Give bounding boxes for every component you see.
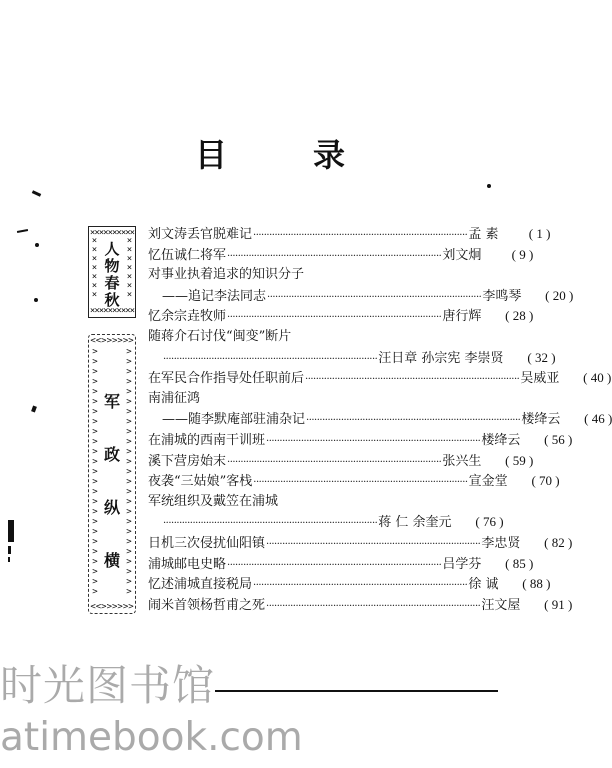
toc-entry [148, 451, 534, 472]
toc-entry [148, 286, 574, 307]
entry-page-number: ( 85 ) [505, 555, 534, 571]
entry-page-number: ( 32 ) [527, 349, 556, 365]
category-box-military [88, 334, 136, 614]
entry-author: 汪文屋 [481, 597, 521, 613]
entry-page-number: ( 70 ) [531, 473, 560, 489]
entry-page-number: ( 91 ) [544, 596, 573, 612]
title-char-1: 目 [195, 136, 228, 174]
dot-leader: ················································································ [253, 477, 468, 489]
entry-title: 忆述浦城直接税局 [148, 577, 253, 593]
decorative-border: >>>>>>>>>>>>>>>>>>>>>>>>> [126, 347, 132, 597]
entry-page-number: ( 1 ) [528, 226, 551, 241]
toc-entry [148, 574, 551, 595]
entry-author: 徐 诚 [468, 577, 499, 593]
decorative-border: ××××××× [91, 236, 98, 300]
entry-title: 夜袭“三姑娘”客栈 [148, 474, 253, 490]
decorative-border: <<>>>>>> [90, 336, 134, 346]
dot-leader: ················································································ [227, 456, 442, 468]
entry-author: 楼绛云 [521, 412, 561, 428]
entry-author: 蒋 仁 余奎元 [378, 515, 452, 531]
entry-title: ——随李默庵部驻浦杂记 [162, 412, 306, 428]
toc-entry [148, 348, 556, 369]
dot-leader: ················································································ [305, 374, 520, 386]
entry-author: 李忠贤 [481, 535, 521, 551]
dot-leader: ················································································ [267, 291, 482, 303]
entry-page-number: ( 76 ) [475, 514, 504, 530]
toc-entry [148, 327, 433, 348]
dot-leader: ················································································ [227, 559, 442, 571]
dot-leader: ················································································ [266, 538, 481, 550]
binding-mark [8, 546, 11, 554]
table-of-contents [148, 224, 612, 615]
entry-page-number: ( 28 ) [505, 308, 534, 324]
entry-title: 闹米首领杨哲甫之死 [148, 597, 266, 613]
toc-entry [148, 595, 573, 616]
category-label [104, 241, 119, 309]
entry-title: 对事业执着追求的知识分子 [148, 267, 305, 283]
dot-leader: ················································································ [227, 250, 442, 262]
toc-entry [148, 224, 551, 245]
decorative-border: <<>>>>>> [90, 602, 134, 612]
entry-title: 日机三次侵扰仙阳镇 [148, 535, 266, 551]
entry-title: 军统组织及戴笠在浦城 [148, 493, 279, 509]
dot-leader: ················································································ [266, 600, 481, 612]
entry-author: 吴威亚 [520, 371, 560, 387]
entry-title: ——追记李法同志 [162, 288, 267, 304]
entry-title: 忆余宗垚牧师 [148, 309, 227, 325]
entry-author: 孟 素 [468, 227, 499, 242]
toc-entry [148, 245, 534, 266]
watermark [0, 660, 513, 768]
entry-author: 刘文炯 [442, 247, 482, 263]
entry-page-number: ( 46 ) [584, 411, 612, 427]
binding-mark [8, 520, 14, 542]
toc-entry [148, 409, 612, 430]
toc-entry [148, 554, 534, 575]
entry-author: 李鸣琴 [482, 288, 522, 304]
scan-speck [17, 229, 28, 233]
entry-page-number: ( 20 ) [545, 287, 574, 303]
entry-author: 张兴生 [442, 453, 482, 469]
category-char: 纵 [103, 498, 121, 517]
entry-title: 南浦征鸿 [148, 390, 201, 406]
toc-entry [148, 430, 573, 451]
entry-page-number: ( 59 ) [505, 452, 534, 468]
category-char: 横 [103, 551, 121, 570]
dot-leader: ················································································ [253, 580, 468, 592]
dot-leader: ················································································ [266, 435, 481, 447]
scan-speck [35, 243, 39, 247]
entry-author: 楼绛云 [481, 432, 521, 448]
entry-page-number: ( 56 ) [544, 431, 573, 447]
category-label [104, 375, 120, 587]
scan-speck [487, 184, 491, 188]
entry-title: 忆伍诚仁将军 [148, 247, 227, 263]
entry-author: 吕学芬 [442, 556, 482, 572]
decorative-border: ××××××× [126, 236, 133, 300]
decorative-border: ×××××××××× [89, 306, 135, 316]
decorative-border: >>>>>>>>>>>>>>>>>>>>>>>>> [92, 347, 98, 597]
entry-title: 随蒋介石讨伐“闽变”断片 [148, 328, 292, 344]
scan-speck [34, 298, 38, 302]
title-char-2: 录 [312, 136, 345, 174]
toc-entry [148, 368, 612, 389]
toc-entry [148, 306, 534, 327]
toc-entry [148, 265, 433, 286]
watermark-text: 时光图书馆 [0, 661, 216, 710]
decorative-border: ×××××××××× [89, 228, 135, 238]
scan-speck [31, 405, 37, 412]
entry-page-number: ( 9 ) [511, 246, 534, 262]
dot-leader: ················································································ [163, 518, 378, 530]
dot-leader: ················································································ [163, 353, 378, 365]
category-char: 秋 [104, 291, 120, 309]
category-box-people [88, 226, 136, 318]
dot-leader: ················································································ [227, 312, 442, 324]
dot-leader: ················································································ [253, 230, 468, 241]
category-char: 物 [104, 257, 120, 275]
entry-author: 宣金堂 [468, 474, 508, 490]
entry-author: 唐行辉 [442, 309, 482, 325]
toc-entry [148, 389, 433, 410]
toc-entry [148, 492, 433, 513]
entry-page-number: ( 40 ) [583, 370, 612, 386]
toc-entry [148, 471, 560, 492]
category-char: 人 [104, 240, 120, 258]
category-char: 春 [104, 274, 120, 292]
toc-entry [148, 512, 504, 533]
entry-title: 浦城邮电史略 [148, 556, 227, 572]
page-title [195, 135, 345, 174]
entry-title: 在军民合作指导处任职前后 [148, 371, 305, 387]
watermark-url: atimebook.com [0, 715, 303, 760]
entry-page-number: ( 88 ) [522, 576, 551, 592]
entry-title: 溪下营房始末 [148, 453, 227, 469]
entry-page-number: ( 82 ) [544, 534, 573, 550]
scan-speck [32, 190, 41, 197]
entry-title: 刘文涛丢官脱难记 [148, 227, 253, 242]
dot-leader: ················································································ [306, 415, 521, 427]
category-char: 政 [103, 445, 121, 464]
entry-author: 汪日章 孙宗宪 李崇贤 [378, 350, 504, 366]
entry-title: 在浦城的西南干训班 [148, 432, 266, 448]
toc-entry [148, 533, 573, 554]
binding-mark [8, 557, 10, 562]
category-char: 军 [103, 392, 121, 411]
